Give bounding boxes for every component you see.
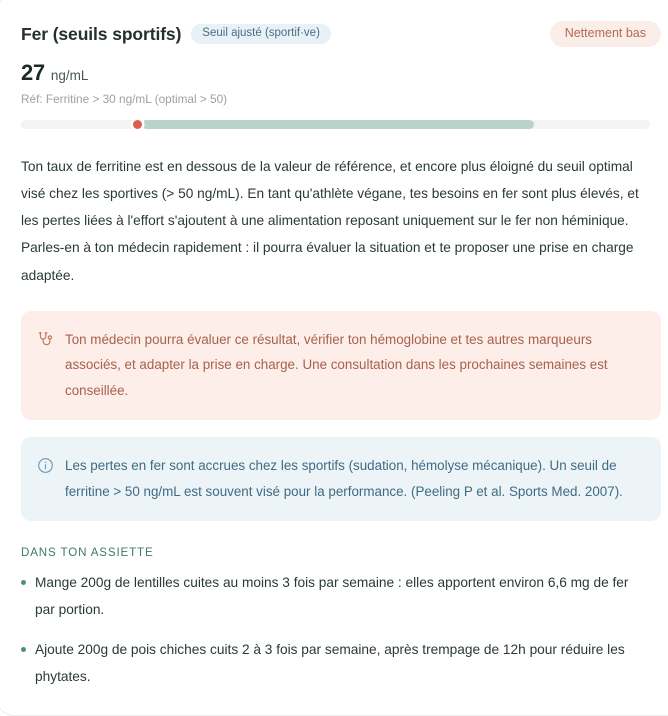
medical-advice-text: Ton médecin pourra évaluer ce résultat, vérifier ton hémoglobine et tes autres marqueurs associés, et adapter la prise en charge. Une consultation dans les prochaines semaines est conseillée. (65, 331, 608, 398)
gauge-optimal-range (142, 120, 534, 129)
status-badge: Nettement bas (550, 21, 661, 47)
measured-unit: ng/mL (50, 68, 89, 83)
plate-section-heading: DANS TON ASSIETTE (21, 545, 154, 559)
bullet-icon (21, 647, 26, 652)
gauge-value-marker (133, 120, 142, 129)
medical-advice-callout (21, 311, 661, 420)
reference-range-text: Réf: Ferritine > 30 ng/mL (optimal > 50) (21, 92, 228, 106)
list-item (21, 570, 651, 623)
science-info-callout (21, 437, 661, 521)
plate-tip-text: Ajoute 200g de pois chiches cuits 2 à 3 fois par semaine, après trempage de 12h pour réduire les phytates. (35, 642, 625, 685)
stethoscope-icon (37, 331, 54, 348)
measured-value-row (21, 60, 661, 86)
measured-value: 27 (21, 60, 45, 85)
info-circle-icon (37, 457, 54, 474)
science-info-text: Les pertes en fer sont accrues chez les sportifs (sudation, hémolyse mécanique). Un seuil de ferritine > 50 ng/mL est souvent visé pour la performance. (Peeling P et al. Sports Med. 2007). (65, 458, 623, 499)
value-gauge (21, 120, 650, 129)
plate-tips-list (21, 570, 661, 691)
list-item (21, 637, 651, 690)
adjusted-threshold-badge: Seuil ajusté (sportif·ve) (191, 24, 331, 45)
bullet-icon (21, 580, 26, 585)
card-header (21, 21, 661, 47)
page-title: Fer (seuils sportifs) (21, 23, 182, 44)
plate-tip-text: Mange 200g de lentilles cuites au moins 3 fois par semaine : elles apportent environ 6,6 mg de fer par portion. (35, 574, 629, 617)
result-explanation: Ton taux de ferritine est en dessous de la valeur de référence, et encore plus éloigné du seuil optimal visé chez les sportives (> 50 ng/mL). En tant qu'athlète végane, tes besoins en fer sont plus élevés, et les pertes liées à l'effort s'ajoutent à une alimentation reposant uniquement sur le fer non héminique. Parles-en à ton médecin rapidement : il pourra évaluer la situation et te proposer une prise en charge adaptée. (21, 159, 639, 283)
